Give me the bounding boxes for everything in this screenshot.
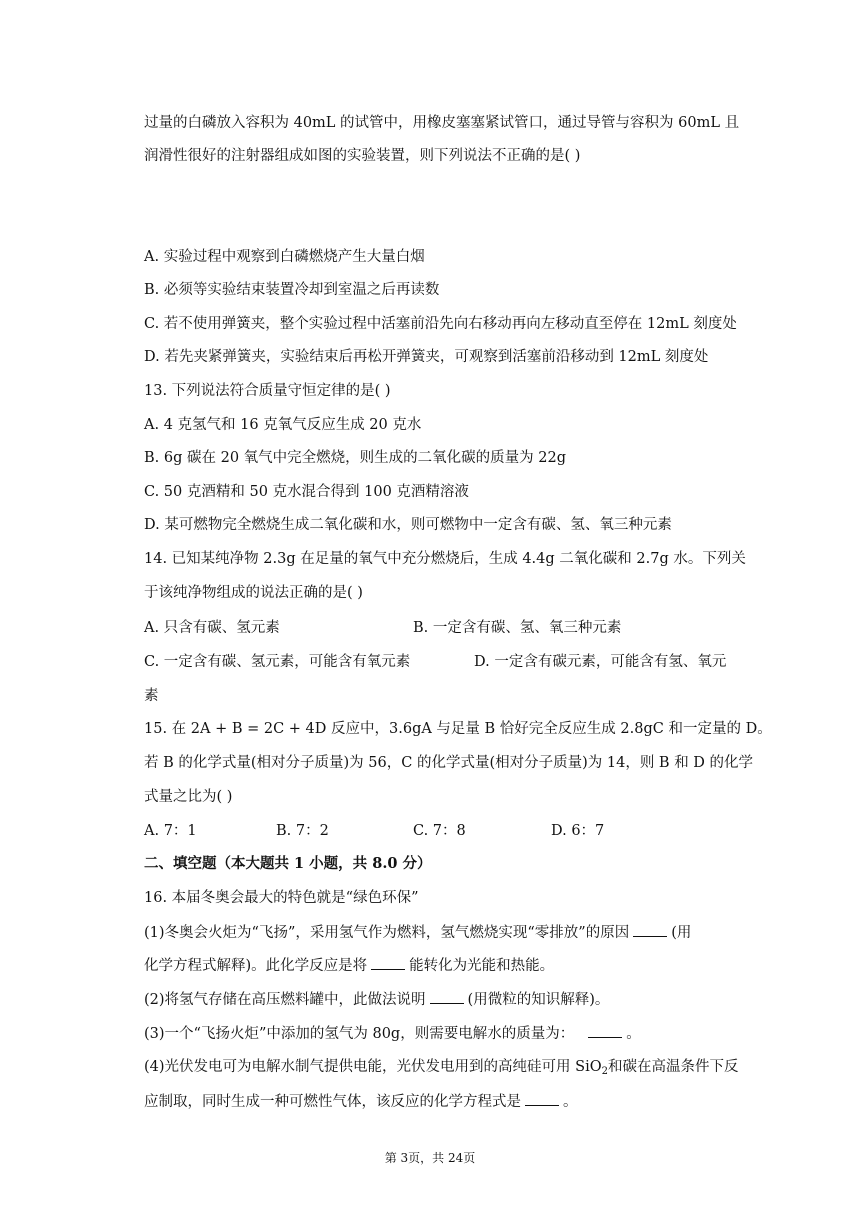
q16-part1-line1 <box>144 922 691 943</box>
q12-option-d: D. 若先夹紧弹簧夹，实验结束后再松开弹簧夹，可观察到活塞前沿移动到 12mL 刻度处 <box>144 349 709 365</box>
q14-stem-line2: 于该纯净物组成的说法正确的是( ) <box>144 585 363 601</box>
q14-option-a: A. 只含有碳、氢元素 <box>144 620 280 636</box>
answer-blank-3[interactable] <box>430 989 464 1004</box>
q16-part1-line2 <box>144 955 554 976</box>
q16-part2-text-b: (用微粒的知识解释)。 <box>467 992 610 1008</box>
q12-stem-line2: 润滑性很好的注射器组成如图的实验装置，则下列说法不正确的是( ) <box>144 148 581 164</box>
q16-part4-line1 <box>144 1057 738 1082</box>
q16-stem: 16. 本届冬奥会最大的特色就是“绿色环保” <box>144 890 419 906</box>
q15-stem-line3: 式量之比为( ) <box>144 789 233 805</box>
q16-part1-text-c: 化学方程式解释)。此化学反应是将 <box>144 958 368 974</box>
q16-part4-text-b: 和碳在高温条件下反 <box>607 1059 739 1075</box>
q16-part4-text-a: (4)光伏发电可为电解水制气提供电能，光伏发电用到的高纯硅可用 SiO <box>144 1059 602 1075</box>
q13-option-b: B. 6g 碳在 20 氧气中完全燃烧，则生成的二氧化碳的质量为 22g <box>144 450 566 466</box>
q16-part1-text-a: (1)冬奥会火炬为“飞扬”，采用氢气作为燃料，氢气燃烧实现“零排放”的原因 <box>144 925 630 941</box>
section-heading: 二、填空题（本大题共 1 小题，共 8.0 分） <box>144 855 432 872</box>
answer-blank-1[interactable] <box>633 922 667 937</box>
q16-part3 <box>144 1023 641 1044</box>
q16-part3-text-a: (3)一个“飞扬火炬”中添加的氢气为 80g，则需要电解水的质量为： <box>144 1026 575 1042</box>
q16-part2-text-a: (2)将氢气存储在高压燃料罐中，此做法说明 <box>144 992 426 1008</box>
q13-option-a: A. 4 克氢气和 16 克氧气反应生成 20 克水 <box>144 417 422 433</box>
q14-option-c: C. 一定含有碳、氢元素，可能含有氧元素 <box>144 654 411 670</box>
q16-part1-text-b: (用 <box>671 925 692 941</box>
q16-part3-text-b: 。 <box>626 1026 641 1042</box>
q14-option-b: B. 一定含有碳、氢、氧三种元素 <box>413 620 622 636</box>
q16-part4-text-d: 。 <box>563 1094 578 1110</box>
q15-option-b: B. 7：2 <box>276 823 329 839</box>
q15-option-a: A. 7：1 <box>144 823 197 839</box>
q13-stem: 13. 下列说法符合质量守恒定律的是( ) <box>144 383 391 399</box>
answer-blank-2[interactable] <box>371 955 405 970</box>
answer-blank-5[interactable] <box>525 1091 559 1106</box>
q15-stem-line2: 若 B 的化学式量(相对分子质量)为 56，C 的化学式量(相对分子质量)为 14，则 B 和 D 的化学 <box>144 755 754 771</box>
q16-part4-line2 <box>144 1091 578 1112</box>
q12-stem-line1: 过量的白磷放入容积为 40mL 的试管中，用橡皮塞塞紧试管口，通过导管与容积为 60mL 且 <box>144 115 740 131</box>
q14-stem-line1: 14. 已知某纯净物 2.3g 在足量的氧气中充分燃烧后，生成 4.4g 二氧化碳和 2.7g 水。下列关 <box>144 551 746 567</box>
q16-part2 <box>144 989 609 1010</box>
q12-option-a: A. 实验过程中观察到白磷燃烧产生大量白烟 <box>144 249 425 265</box>
q16-part4-text-c: 应制取，同时生成一种可燃性气体，该反应的化学方程式是 <box>144 1094 521 1110</box>
q14-option-d-continued: 素 <box>144 688 159 704</box>
q13-option-d: D. 某可燃物完全燃烧生成二氧化碳和水，则可燃物中一定含有碳、氢、氧三种元素 <box>144 517 672 533</box>
q15-option-c: C. 7：8 <box>413 823 466 839</box>
subscript-2: 2 <box>601 1066 608 1077</box>
answer-blank-4[interactable] <box>588 1023 622 1038</box>
q12-option-b: B. 必须等实验结束装置冷却到室温之后再读数 <box>144 282 440 298</box>
page-footer: 第 3页，共 24页 <box>384 1151 476 1165</box>
q15-option-d: D. 6：7 <box>551 823 605 839</box>
q15-stem-line1: 15. 在 2A + B = 2C + 4D 反应中，3.6gA 与足量 B 恰好完全反应生成 2.8gC 和一定量的 D。 <box>144 721 772 737</box>
q13-option-c: C. 50 克酒精和 50 克水混合得到 100 克酒精溶液 <box>144 484 469 500</box>
q12-option-c: C. 若不使用弹簧夹，整个实验过程中活塞前沿先向右移动再向左移动直至停在 12mL 刻度处 <box>144 316 737 332</box>
q16-part1-text-d: 能转化为光能和热能。 <box>409 958 555 974</box>
q14-option-d: D. 一定含有碳元素，可能含有氢、氧元 <box>474 654 727 670</box>
